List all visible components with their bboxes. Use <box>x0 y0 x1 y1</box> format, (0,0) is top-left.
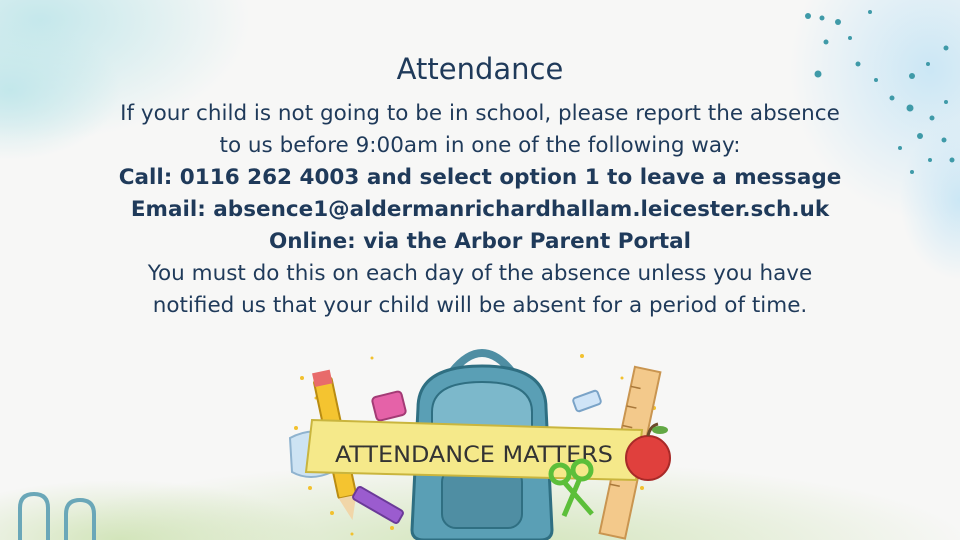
slide-title: Attendance <box>396 52 564 86</box>
footer-line-2: notified us that your child will be absent for a period of time. <box>152 293 808 318</box>
intro-line-1: If your child is not going to be in school, please report the absence <box>120 101 840 126</box>
sharpener-icon <box>372 391 407 422</box>
online-instruction: Online: via the Arbor Parent Portal <box>268 229 692 254</box>
email-instruction[interactable]: Email: absence1@aldermanrichardhallam.leicester.sch.uk <box>130 197 830 222</box>
attendance-matters-illustration <box>282 338 682 540</box>
slide-body <box>0 98 960 322</box>
banner-text: ATTENDANCE MATTERS <box>335 443 613 468</box>
footer-line-1: You must do this on each day of the absence unless you have <box>147 261 813 286</box>
crayon-icon <box>352 486 404 524</box>
call-instruction: Call: 0116 262 4003 and select option 1 to leave a message <box>118 165 842 190</box>
eraser-icon <box>572 390 601 412</box>
intro-line-2: to us before 9:00am in one of the following way: <box>219 133 741 158</box>
